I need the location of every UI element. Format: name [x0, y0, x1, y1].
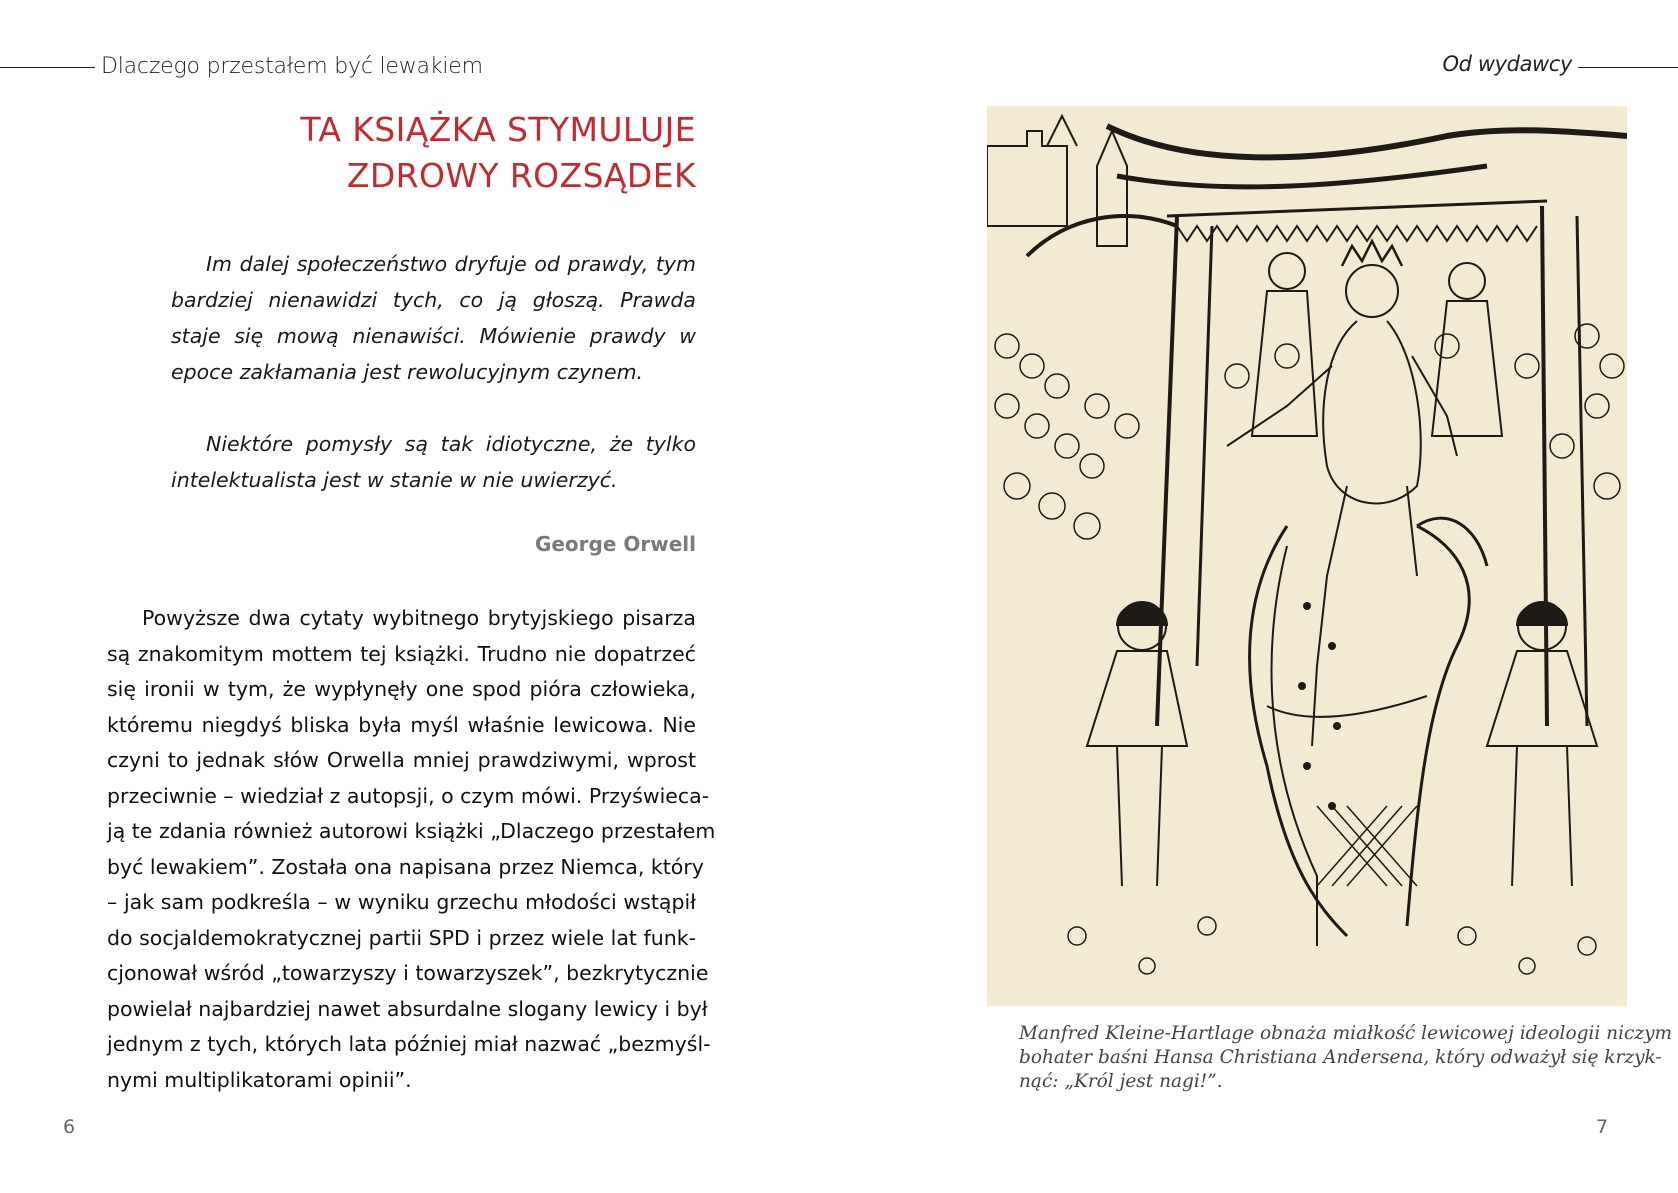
- running-head-left: Dlaczego przestałem być lewakiem: [101, 54, 483, 79]
- caption-line: nąć: „Król jest nagi!”.: [1019, 1071, 1223, 1092]
- body-line: nymi multiplikatorami opinii”.: [107, 1067, 412, 1092]
- page-number-left: 6: [63, 1116, 76, 1138]
- body-line: przeciwnie – wiedział z autopsji, o czym mówi. Przyświeca-: [107, 783, 710, 808]
- body-line: być lewakiem”. Została ona napisana przez Niemca, który: [107, 854, 704, 879]
- body-line: ją te zdania również autorowi książki „Dlaczego przestałem: [107, 819, 716, 843]
- body-line: jednym z tych, których lata później miał nazwać „bezmyśl-: [107, 1032, 711, 1056]
- body-line: powielał najbardziej nawet absurdalne slogany lewicy i był: [107, 996, 708, 1021]
- body-line: są znakomitym mottem tej książki. Trudno nie dopatrzeć: [107, 641, 696, 666]
- illustration-drawing: [987, 106, 1627, 1006]
- caption-line: bohater baśni Hansa Christiana Andersena, który odważył się krzyk-: [1019, 1047, 1662, 1068]
- running-head-rule-left: [0, 67, 95, 68]
- body-line: do socjaldemokratycznej partii SPD i przez wiele lat funk-: [107, 925, 696, 950]
- body-line: Powyższe dwa cytaty wybitnego brytyjskiego pisarza: [142, 606, 696, 630]
- body-line: się ironii w tym, że wypłynęły one spod pióra człowieka,: [107, 677, 696, 701]
- headline-line-2: ZDROWY ROZSĄDEK: [346, 156, 696, 195]
- motto-quote-2: Niektóre pomysły są tak idiotyczne, że tylko intelektualista jest w stanie w nie uwierzyć.: [171, 432, 696, 492]
- running-head-rule-right: [1578, 67, 1678, 68]
- quote-attribution: George Orwell: [534, 532, 696, 556]
- body-line: – jak sam podkreśla – w wyniku grzechu młodości wstąpił: [107, 890, 696, 914]
- caption-line: Manfred Kleine-Hartlage obnaża miałkość lewicowej ideologii niczym: [1019, 1023, 1673, 1044]
- illustration-naked-king: [987, 106, 1627, 1006]
- headline-line-1: TA KSIĄŻKA STYMULUJE: [300, 110, 696, 149]
- chapter-headline: [180, 106, 696, 200]
- motto-quotes: [171, 246, 696, 534]
- page-number-right: 7: [1596, 1116, 1609, 1138]
- body-line: czyni to jednak słów Orwella mniej prawdziwymi, wprost: [107, 748, 696, 772]
- motto-quote-1: Im dalej społeczeństwo dryfuje od prawdy, tym bardziej nienawidzi tych, co ją głoszą. Prawda staje się mową nienawiści. Mówienie prawdy w epoce zakłamania jest rewolucyjnym czynem.: [171, 252, 696, 384]
- illustration-caption: [1019, 1022, 1673, 1094]
- body-paragraph: [107, 601, 716, 1098]
- body-line: któremu niegdyś bliska była myśl właśnie lewicowa. Nie: [107, 712, 696, 737]
- body-line: cjonował wśród „towarzyszy i towarzyszek”, bezkrytycznie: [107, 961, 709, 985]
- running-head-right: Od wydawcy: [1442, 52, 1572, 76]
